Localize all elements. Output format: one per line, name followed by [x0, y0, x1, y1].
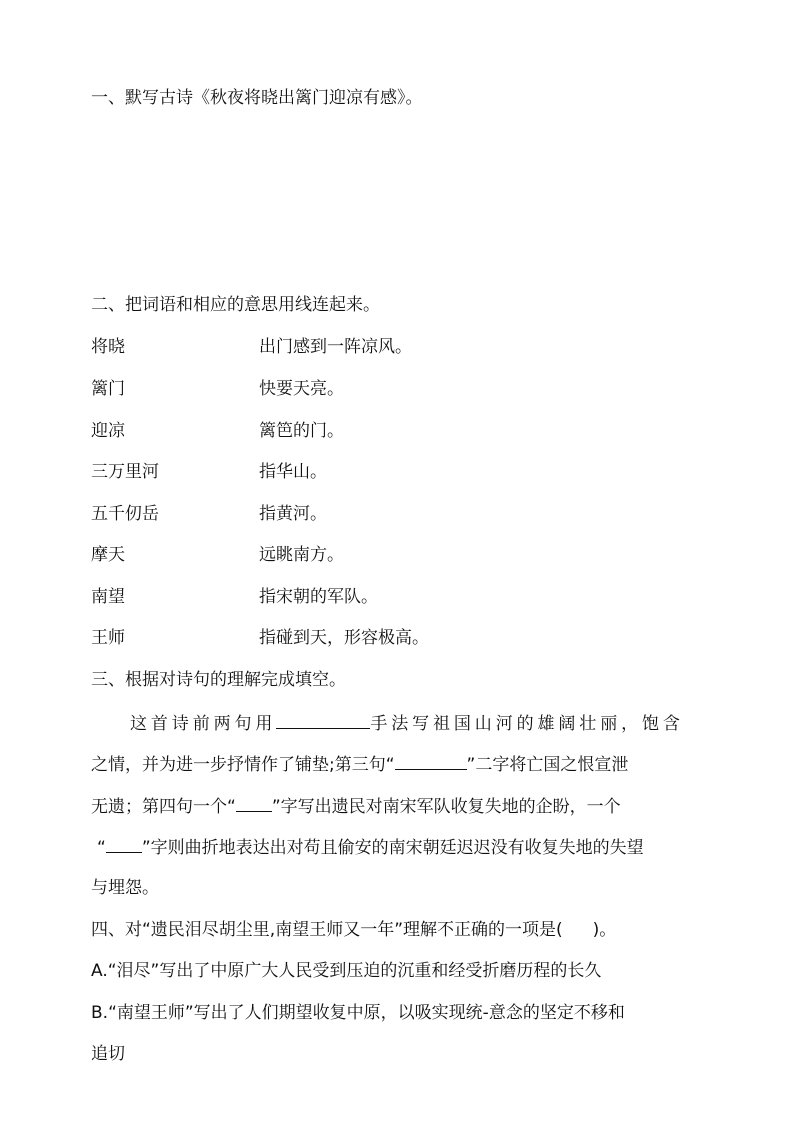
term-item: 摩天	[91, 545, 125, 565]
fill-blank-3[interactable]	[236, 795, 272, 812]
term-item: 三万里河	[91, 462, 159, 482]
term-item: 迎凉	[91, 421, 125, 441]
meaning-item: 指黄河。	[259, 504, 327, 524]
section1-title: 一、默写古诗《秋夜将晓出篱门迎凉有感》。	[91, 88, 423, 108]
meaning-item: 远眺南方。	[259, 545, 344, 565]
meaning-item: 指宋朝的军队。	[259, 587, 378, 607]
text-span: 四、对“遗民泪尽胡尘里,南望王师又一年”理解不正确的一项是(	[91, 920, 563, 940]
text-span: 这首诗前两句用	[130, 714, 277, 734]
fill-paragraph-line	[97, 836, 644, 858]
term-item: 篱门	[91, 379, 125, 399]
section4-title	[91, 920, 616, 940]
text-span: )。	[592, 920, 617, 940]
fill-blank-2[interactable]	[395, 753, 467, 770]
text-span: 之情，并为进一步抒情作了铺垫;第三句“	[91, 755, 395, 775]
meaning-item: 篱笆的门。	[259, 421, 344, 441]
fill-blank-4[interactable]	[106, 836, 142, 853]
section2-title: 二、把词语和相应的意思用线连起来。	[91, 295, 380, 315]
option-a[interactable]: A.“泪尽”写出了中原广大人民受到压迫的沉重和经受折磨历程的长久	[91, 961, 602, 981]
text-span: ”字则曲折地表达出对苟且偷安的南宋朝廷迟迟没有收复失地的失望	[141, 838, 644, 858]
fill-blank-1[interactable]	[276, 712, 370, 729]
term-item: 五千仞岳	[91, 504, 159, 524]
text-span: “	[97, 838, 106, 858]
section3-title: 三、根据对诗句的理解完成填空。	[91, 670, 346, 690]
option-b[interactable]: B.“南望王师”写出了人们期望收复中原，以吸实现统-意念的坚定不移和	[91, 1003, 625, 1023]
fill-paragraph-line	[91, 795, 621, 817]
meaning-item: 指碰到天，形容极高。	[259, 628, 429, 648]
fill-paragraph-line: 与埋怨。	[91, 878, 159, 898]
term-item: 南望	[91, 587, 125, 607]
term-item: 王师	[91, 628, 125, 648]
meaning-item: 出门感到一阵凉风。	[259, 337, 412, 357]
option-b-continued: 追切	[91, 1044, 125, 1064]
fill-paragraph-line	[91, 753, 628, 775]
text-span: 无遗；第四句一个“	[91, 797, 236, 817]
fill-paragraph-line	[130, 712, 684, 734]
meaning-item: 快要天亮。	[259, 379, 344, 399]
text-span: ”字写出遗民对南宋军队收复失地的企盼，一个	[271, 797, 621, 817]
text-span: ”二字将亡国之恨宣泄	[466, 755, 629, 775]
text-span: 手法写祖国山河的雄阔壮丽，饱含	[370, 714, 684, 734]
meaning-item: 指华山。	[259, 462, 327, 482]
term-item: 将晓	[91, 337, 125, 357]
